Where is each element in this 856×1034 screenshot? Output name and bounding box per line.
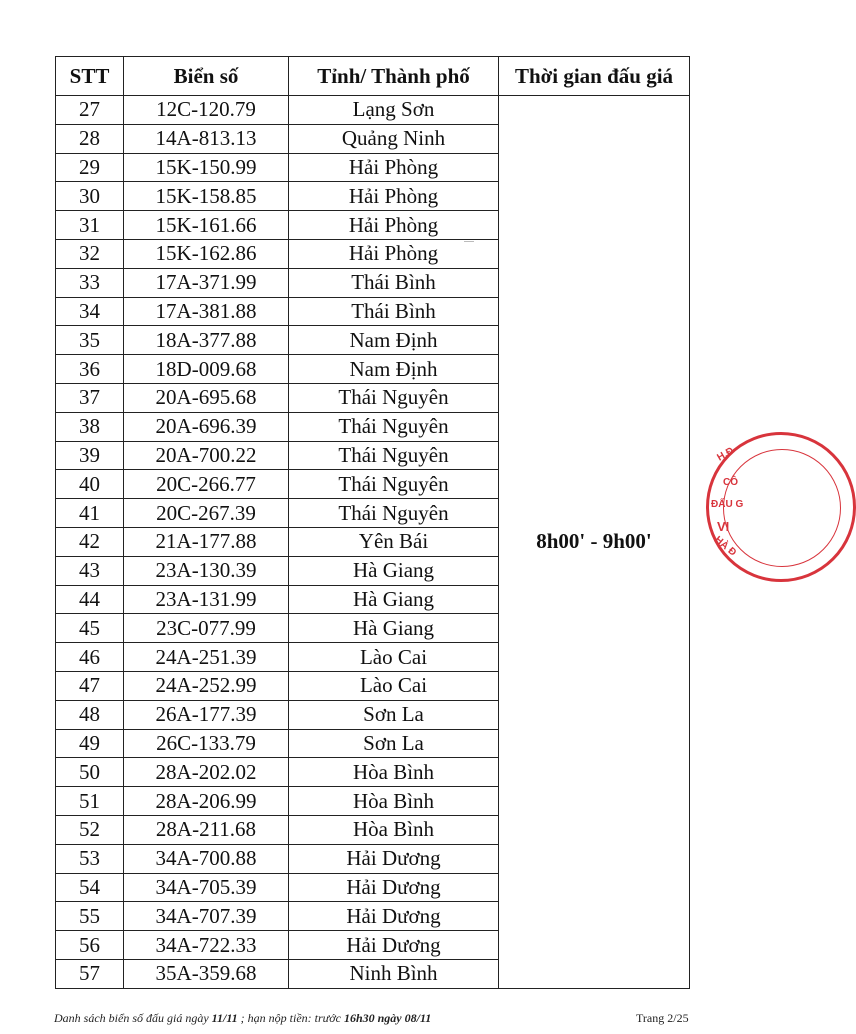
row-province: Quảng Ninh bbox=[289, 124, 499, 153]
seal-text-1: H.Đ bbox=[715, 445, 736, 464]
row-province: Hải Phòng bbox=[289, 182, 499, 211]
row-plate-number: 24A-252.99 bbox=[124, 671, 289, 700]
row-province: Sơn La bbox=[289, 700, 499, 729]
row-province: Lào Cai bbox=[289, 671, 499, 700]
seal-text-3: ĐẤU G bbox=[711, 499, 744, 510]
row-plate-number: 20C-266.77 bbox=[124, 470, 289, 499]
row-province: Hải Dương bbox=[289, 931, 499, 960]
row-stt: 52 bbox=[56, 815, 124, 844]
row-plate-number: 26A-177.39 bbox=[124, 700, 289, 729]
row-stt: 51 bbox=[56, 787, 124, 816]
row-plate-number: 23C-077.99 bbox=[124, 614, 289, 643]
header-stt: STT bbox=[56, 57, 124, 96]
row-plate-number: 15K-158.85 bbox=[124, 182, 289, 211]
row-province: Hòa Bình bbox=[289, 787, 499, 816]
row-plate-number: 17A-381.88 bbox=[124, 297, 289, 326]
row-plate-number: 21A-177.88 bbox=[124, 527, 289, 556]
row-stt: 29 bbox=[56, 153, 124, 182]
row-stt: 50 bbox=[56, 758, 124, 787]
auction-time-cell: 8h00' - 9h00' bbox=[499, 96, 690, 989]
seal-text-4: VI bbox=[717, 519, 730, 534]
row-province: Thái Nguyên bbox=[289, 383, 499, 412]
footer-note-deadline: 16h30 ngày 08/11 bbox=[343, 1011, 432, 1025]
row-province: Lạng Sơn bbox=[289, 96, 499, 125]
row-province: Ninh Bình bbox=[289, 959, 499, 988]
row-province: Thái Nguyên bbox=[289, 499, 499, 528]
footer-note-date: 11/11 bbox=[211, 1011, 238, 1025]
row-province: Nam Định bbox=[289, 326, 499, 355]
row-stt: 44 bbox=[56, 585, 124, 614]
footer-note-prefix: Danh sách biển số đấu giá ngày bbox=[54, 1011, 212, 1025]
row-province: Thái Nguyên bbox=[289, 412, 499, 441]
row-plate-number: 15K-162.86 bbox=[124, 239, 289, 268]
row-province: Thái Nguyên bbox=[289, 441, 499, 470]
row-province: Thái Bình bbox=[289, 297, 499, 326]
row-plate-number: 17A-371.99 bbox=[124, 268, 289, 297]
row-stt: 37 bbox=[56, 383, 124, 412]
row-province: Hà Giang bbox=[289, 585, 499, 614]
row-plate-number: 28A-202.02 bbox=[124, 758, 289, 787]
row-plate-number: 28A-206.99 bbox=[124, 787, 289, 816]
row-plate-number: 26C-133.79 bbox=[124, 729, 289, 758]
row-province: Thái Bình bbox=[289, 268, 499, 297]
row-plate-number: 20A-700.22 bbox=[124, 441, 289, 470]
row-plate-number: 12C-120.79 bbox=[124, 96, 289, 125]
table-body bbox=[56, 96, 690, 989]
row-plate-number: 20A-695.68 bbox=[124, 383, 289, 412]
row-stt: 55 bbox=[56, 902, 124, 931]
row-stt: 43 bbox=[56, 556, 124, 585]
page-number: Trang 2/25 bbox=[636, 1011, 689, 1025]
row-stt: 35 bbox=[56, 326, 124, 355]
row-stt: 47 bbox=[56, 671, 124, 700]
row-stt: 28 bbox=[56, 124, 124, 153]
row-stt: 38 bbox=[56, 412, 124, 441]
row-plate-number: 34A-705.39 bbox=[124, 873, 289, 902]
row-stt: 49 bbox=[56, 729, 124, 758]
row-stt: 56 bbox=[56, 931, 124, 960]
row-stt: 45 bbox=[56, 614, 124, 643]
row-province: Sơn La bbox=[289, 729, 499, 758]
row-stt: 31 bbox=[56, 211, 124, 240]
row-stt: 30 bbox=[56, 182, 124, 211]
row-province: Hải Dương bbox=[289, 844, 499, 873]
footer-note bbox=[54, 1011, 431, 1026]
row-province: Hà Giang bbox=[289, 556, 499, 585]
row-plate-number: 23A-130.39 bbox=[124, 556, 289, 585]
row-stt: 27 bbox=[56, 96, 124, 125]
table-header-row bbox=[56, 57, 690, 96]
row-stt: 57 bbox=[56, 959, 124, 988]
row-province: Thái Nguyên bbox=[289, 470, 499, 499]
row-plate-number: 34A-707.39 bbox=[124, 902, 289, 931]
row-stt: 54 bbox=[56, 873, 124, 902]
row-plate-number: 34A-700.88 bbox=[124, 844, 289, 873]
row-stt: 41 bbox=[56, 499, 124, 528]
row-province: Hải Dương bbox=[289, 902, 499, 931]
row-province: Hải Phòng bbox=[289, 239, 499, 268]
row-plate-number: 20A-696.39 bbox=[124, 412, 289, 441]
row-province: Hải Phòng bbox=[289, 211, 499, 240]
seal-text-2: CÔ bbox=[723, 477, 738, 488]
row-plate-number: 24A-251.39 bbox=[124, 643, 289, 672]
row-province: Nam Định bbox=[289, 355, 499, 384]
table-row bbox=[56, 96, 690, 125]
official-seal bbox=[706, 432, 856, 582]
row-plate-number: 18D-009.68 bbox=[124, 355, 289, 384]
header-plate-number: Biển số bbox=[124, 57, 289, 96]
row-stt: 48 bbox=[56, 700, 124, 729]
row-plate-number: 20C-267.39 bbox=[124, 499, 289, 528]
row-province: Hà Giang bbox=[289, 614, 499, 643]
row-plate-number: 14A-813.13 bbox=[124, 124, 289, 153]
row-province: Hải Dương bbox=[289, 873, 499, 902]
row-province: Hòa Bình bbox=[289, 758, 499, 787]
row-plate-number: 18A-377.88 bbox=[124, 326, 289, 355]
row-stt: 40 bbox=[56, 470, 124, 499]
row-plate-number: 15K-161.66 bbox=[124, 211, 289, 240]
row-stt: 39 bbox=[56, 441, 124, 470]
row-stt: 46 bbox=[56, 643, 124, 672]
row-stt: 33 bbox=[56, 268, 124, 297]
row-plate-number: 28A-211.68 bbox=[124, 815, 289, 844]
row-plate-number: 35A-359.68 bbox=[124, 959, 289, 988]
row-plate-number: 15K-150.99 bbox=[124, 153, 289, 182]
row-province: Yên Bái bbox=[289, 527, 499, 556]
plate-table bbox=[55, 56, 690, 989]
scan-mark bbox=[464, 241, 474, 242]
row-province: Hải Phòng bbox=[289, 153, 499, 182]
footer-note-middle: ; hạn nộp tiền: trước bbox=[237, 1011, 344, 1025]
row-stt: 36 bbox=[56, 355, 124, 384]
seal-text-5: HÀ Đ bbox=[712, 534, 739, 559]
row-stt: 32 bbox=[56, 239, 124, 268]
row-province: Lào Cai bbox=[289, 643, 499, 672]
row-stt: 34 bbox=[56, 297, 124, 326]
row-province: Hòa Bình bbox=[289, 815, 499, 844]
header-auction-time: Thời gian đấu giá bbox=[499, 57, 690, 96]
row-plate-number: 23A-131.99 bbox=[124, 585, 289, 614]
row-plate-number: 34A-722.33 bbox=[124, 931, 289, 960]
header-province: Tỉnh/ Thành phố bbox=[289, 57, 499, 96]
row-stt: 42 bbox=[56, 527, 124, 556]
row-stt: 53 bbox=[56, 844, 124, 873]
